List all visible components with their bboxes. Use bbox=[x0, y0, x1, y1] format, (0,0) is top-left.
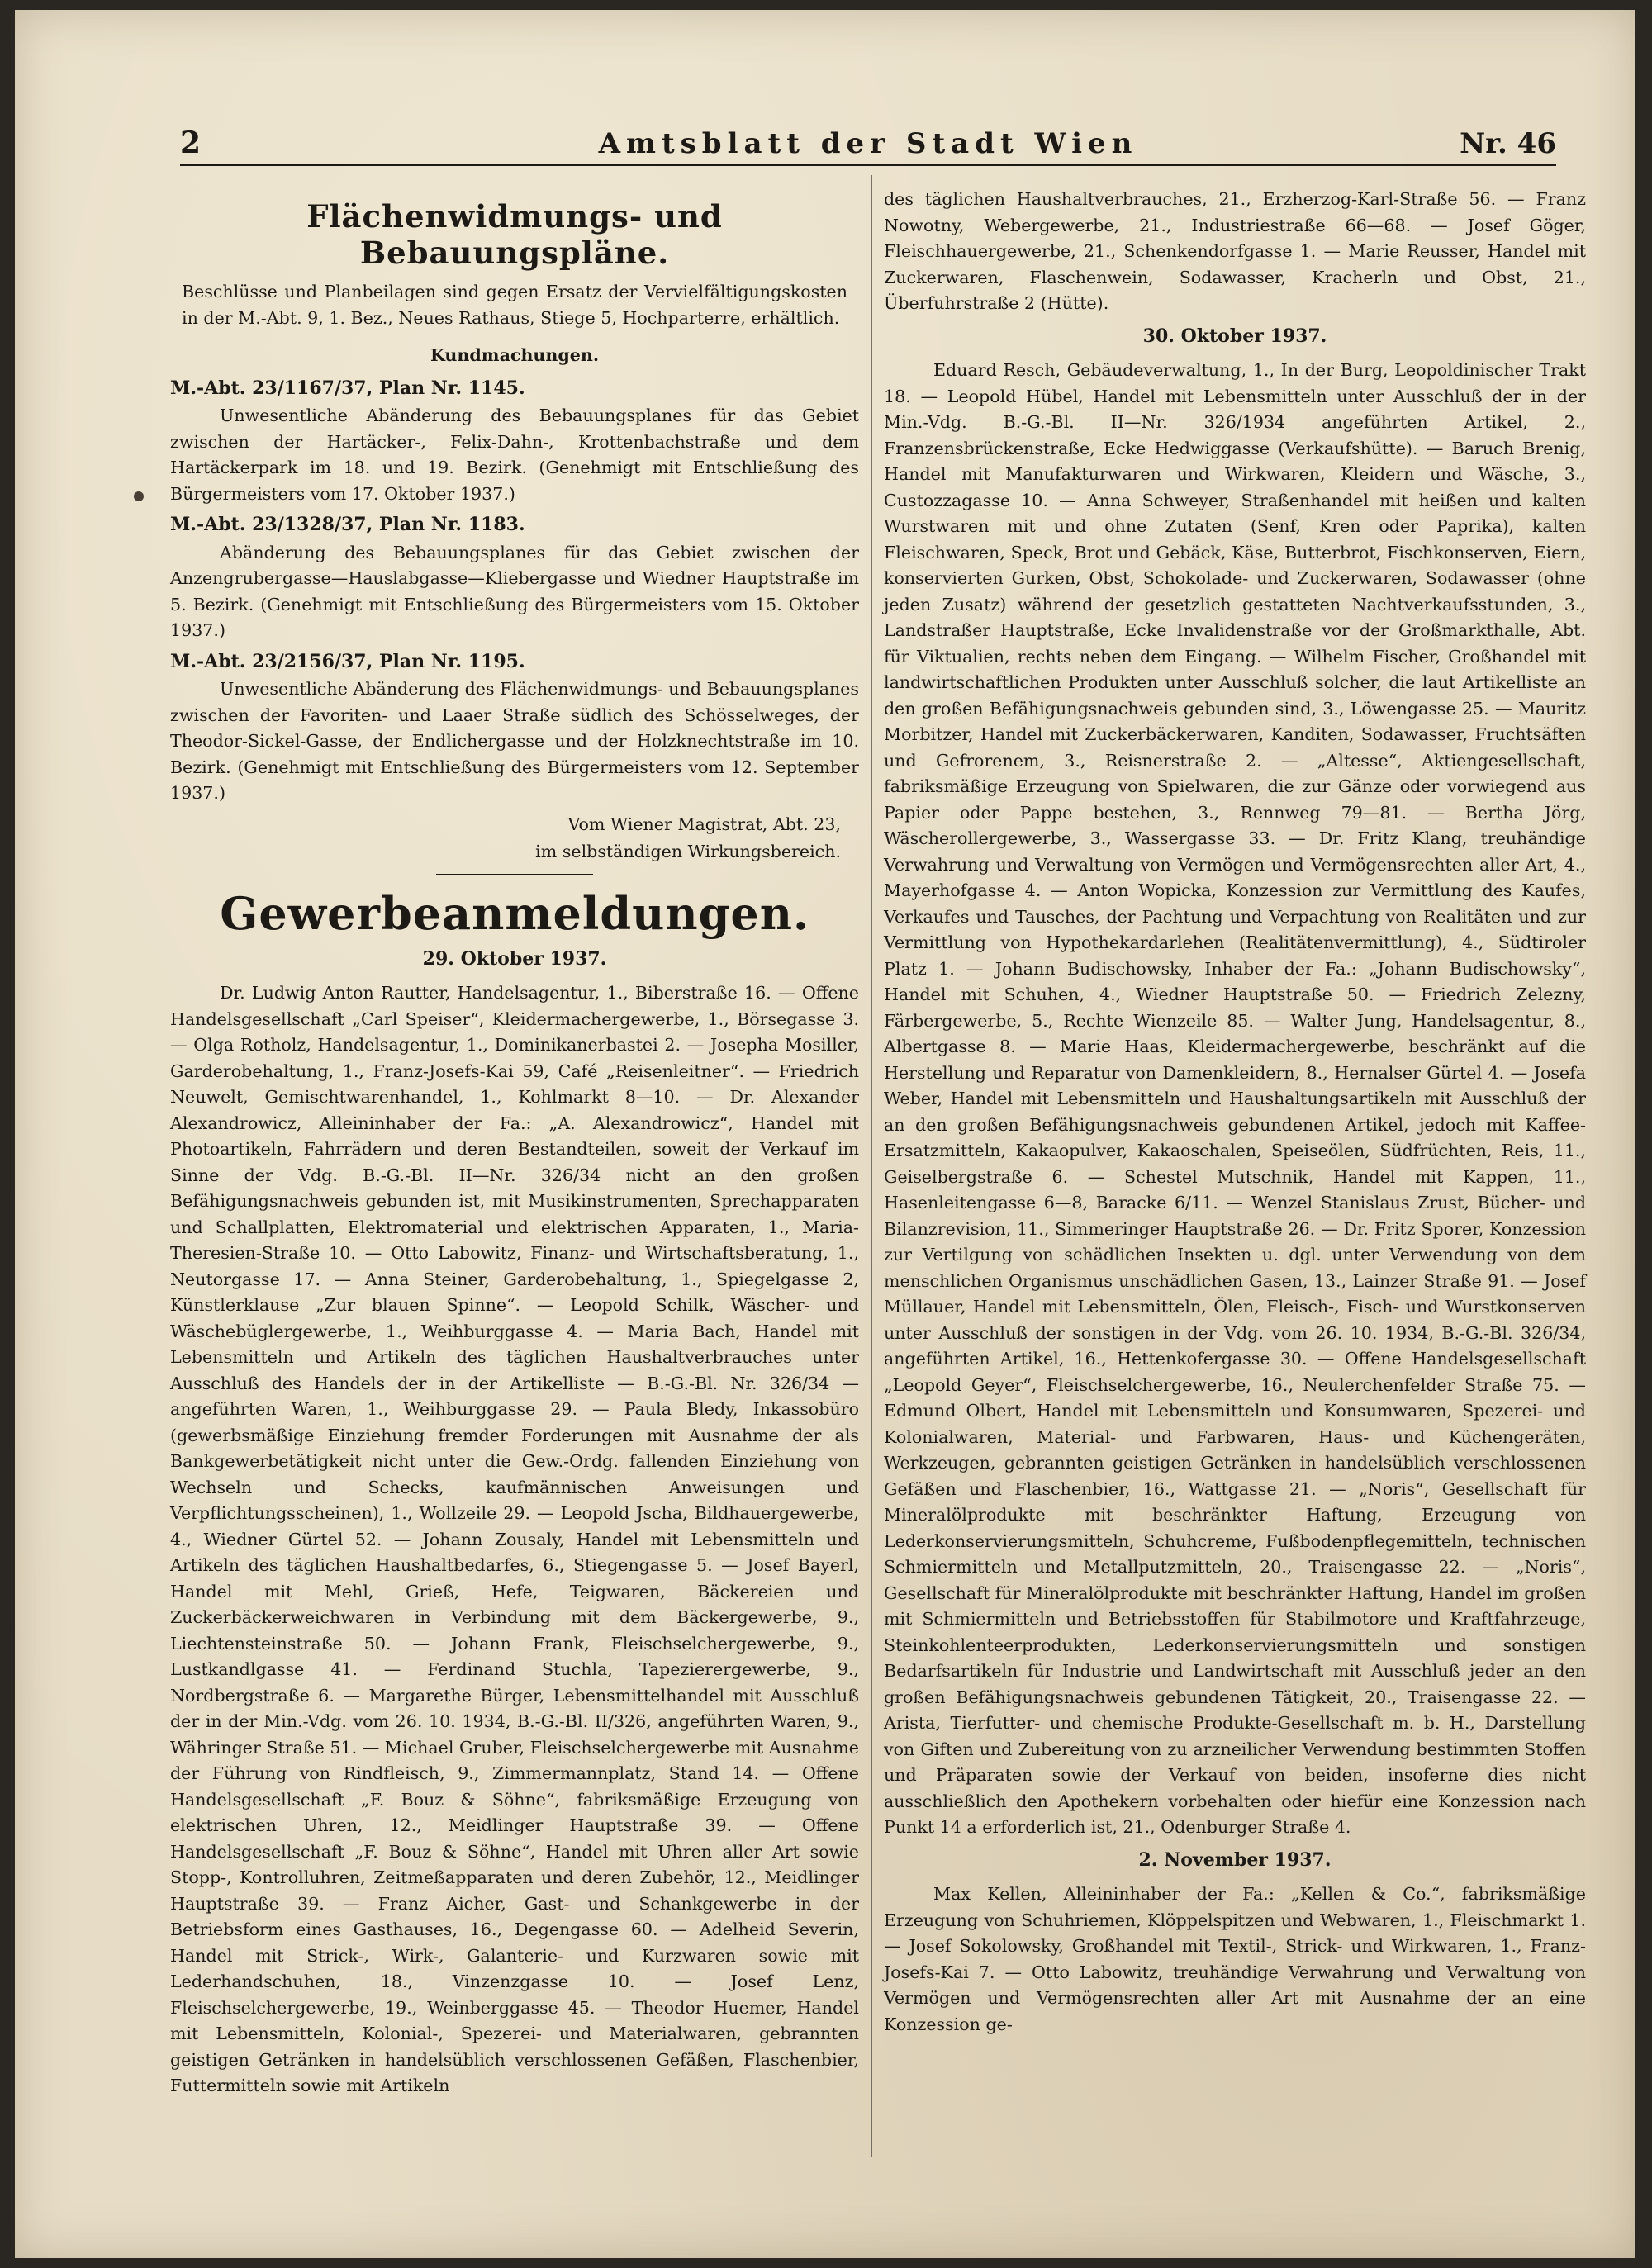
date-heading-oct-29: 29. Oktober 1937. bbox=[422, 947, 607, 970]
newspaper-page bbox=[15, 10, 1635, 2258]
trade-registrations-nov-2: Max Kellen, Alleininhaber der Fa.: „Kellen & Co.“, fabriksmäßige Erzeugung von Schuhriemen, Klöppelspitzen und Webwaren, 1., Fleischmarkt 1. — Josef Sokolowsky, Großhandel mit Textil-, Strick- und Wirkwaren, 1., Franz-Josefs-Kai 7. — Otto Labowitz, treuhändige Verwahrung und Verwaltung von Vermögen und Vermögensrechten aller Art mit Ausnahme der an eine Konzession ge- bbox=[884, 1884, 1586, 2034]
page-number: 2 bbox=[180, 126, 202, 160]
signature-line-1: Vom Wiener Magistrat, Abt. 23, bbox=[567, 814, 841, 834]
issue-number: Nr. 46 bbox=[1460, 127, 1556, 160]
left-column bbox=[170, 187, 859, 2104]
plan-text-1: Unwesentliche Abänderung des Bebauungsplanes für das Gebiet zwischen der Hartäcker-, Felix-Dahn-, Krottenbachstraße und dem Hartäckerpark im 18. und 19. Bezirk. (Genehmigt mit Entschließung des Bürgermeisters vom 17. Oktober 1937.) bbox=[170, 406, 859, 504]
ink-spot bbox=[134, 491, 144, 501]
trade-registrations-oct-30: Eduard Resch, Gebäudeverwaltung, 1., In der Burg, Leopoldinischer Trakt 18. — Leopold Hübel, Handel mit Lebensmitteln unter Ausschluß der in der Min.-Vdg. B.-G.-Bl. II—Nr. 326/1934 angeführten Artikel, 2., Franzensbrückenstraße, Ecke Hedwiggasse (Verkaufshütte). — Baruch Brenig, Handel mit Manufakturwaren und Wirkwaren, Kleidern und Wäsche, 3., Custozzagasse 10. — Anna Schweyer, Straßenhandel mit heißen und kalten Wurstwaren mit und ohne Zutaten (Senf, Kren oder Paprika), kalten Fleischwaren, Speck, Brot und Gebäck, Käse, Butterbrot, Fischkonserven, Eiern, konservierten Gurken, Obst, Schokolade- und Zuckerwaren, Sodawasser (ohne jeden Zusatz) während der gesetzlich gestatteten Nachtverkaufsstunden, 3., Landstraßer Hauptstraße, Ecke Invalidenstraße vor der Großmarkthalle, Abt. für Viktualien, rechts neben dem Eingang. — Wilhelm Fischer, Großhandel mit landwirtschaftlichen Produkten unter Ausschluß solcher, die laut Artikelliste an den großen Befähigungsnachweis gebunden sind, 3., Löwengasse 25. — Mauritz Morbitzer, Handel mit Zuckerbäckerwaren, Kanditen, Sodawasser, Fruchtsäften und Gefrorenem, 3., Reisnerstraße 2. — „Altesse“, Aktiengesellschaft, fabriksmäßige Erzeugung von Spielwaren, die zur Gänze oder vorwiegend aus Papier oder Pappe bestehen, 3., Rennweg 79—81. — Bertha Jörg, Wäscherollergewerbe, 3., Wassergasse 33. — Dr. Fritz Klang, treuhändige Verwahrung und Verwaltung von Vermögen und Vermögensrechten aller Art, 4., Mayerhofgasse 4. — Anton Wopicka, Konzession zur Vermittlung des Kaufes, Verkaufes und Tausches, der Pachtung und Verpachtung von Realitäten und zur Vermittlung von Hypothekardarlehen (Realitätenvermittlung), 4., Südtiroler Platz 1. — Johann Budischowsky, Inhaber der Fa.: „Johann Budischowsky“, Handel mit Schuhen, 4., Wiedner Hauptstraße 50. — Friedrich Zelezny, Färbergewerbe, 5., Rechte Wienzeile 85. — Walter Jung, Handelsagentur, 8., Albertgasse 8. — Marie Haas, Kleidermachergewerbe, beschränkt auf die Herstellung und Reparatur von Damenkleidern, 8., Hernalser Gürtel 4. — Josefa Weber, Handel mit Lebensmitteln und Haushaltungsartikeln mit Ausschluß der an den großen Befähigungsnachweis gebundenen Artikel, jedoch mit Kaffee-Ersatzmitteln, Kakaopulver, Kakaoschalen, Speiseölen, Südfrüchten, Reis, 11., Geiselbergstraße 6. — Schestel Mutschnik, Handel mit Kappen, 11., Hasenleitengasse 6—8, Baracke 6/11. — Wenzel Stanislaus Zrust, Bücher- und Bilanzrevision, 11., Simmeringer Hauptstraße 26. — Dr. Fritz Sporer, Konzession zur Vertilgung von schädlichen Insekten u. dgl. unter Verwendung von dem menschlichen Organismus unschädlichen Gasen, 13., Lainzer Straße 91. — Josef Müllauer, Handel mit Lebensmitteln, Ölen, Fleisch-, Fisch- und Wurstkonserven unter Ausschluß der sonstigen in der Vdg. vom 26. 10. 1934, B.-G.-Bl. 326/34, angeführten Artikel, 16., Hettenkofergasse 30. — Offene Handelsgesellschaft „Leopold Geyer“, Fleischselchergewerbe, 16., Neulerchenfelder Straße 75. — Edmund Olbert, Handel mit Lebensmitteln und Konsumwaren, Spezerei- und Kolonialwaren, Material- und Farbwaren, Haus- und Küchengeräten, Werkzeugen, gebrannten geistigen Getränken in handelsüblich verschlossenen Gefäßen und Flaschenbier, 16., Wattgasse 21. — „Noris“, Gesellschaft für Mineralölprodukte mit beschränkter Haftung, Erzeugung von Lederkonservierungsmitteln, Schuhcreme, Fußbodenpflegemitteln, technischen Schmiermitteln und Metallputzmitteln, 20., Traisengasse 22. — „Noris“, Gesellschaft für Mineralölprodukte mit beschränkter Haftung, Handel im großen mit Schmiermitteln und Betriebsstoffen für Stabilmotore und Kraftfahrzeuge, Steinkohlenteerprodukten, Lederkonservierungsmitteln und sonstigen Bedarfsartikeln für Industrie und Landwirtschaft mit Ausschluß jeder an den großen Befähigungsnachweis gebundenen Tätigkeit, 20., Traisengasse 22. — Arista, Tierfutter- und chemische Produkte-Gesellschaft m. b. H., Darstellung von Giften und Zubereitung von zu arzneilicher Verwendung bestimmten Stoffen und Präparaten sowie der Verkauf von beiden, insoferne dies nicht ausschließlich den Apothekern vorbehalten oder hiefür eine Konzession nach Punkt 14 a erforderlich ist, 21., Odenburger Straße 4. bbox=[884, 360, 1586, 1837]
zoning-intro: Beschlüsse und Planbeilagen sind gegen Ersatz der Vervielfältigungskosten in der M.-Abt. 9, 1. Bez., Neues Rathaus, Stiege 5, Hochparterre, erhältlich. bbox=[182, 282, 847, 328]
trade-registrations-continued: des täglichen Haushaltverbrauches, 21., Erzherzog-Karl-Straße 56. — Franz Nowotny, Webergewerbe, 21., Industriestraße 66—68. — Josef Göger, Fleischhauergewerbe, 21., Schenkendorfgasse 1. — Marie Reusser, Handel mit Zuckerwaren, Flaschenwein, Sodawasser, Kracherln und Obst, 21., Überfuhrstraße 2 (Hütte). bbox=[884, 189, 1586, 313]
signature-line-2: im selbständigen Wirkungsbereich. bbox=[535, 842, 841, 861]
plan-text-2: Abänderung des Bebauungsplanes für das Gebiet zwischen der Anzengrubergasse—Hauslabgasse—Kliebergasse und Wiedner Hauptstraße im 5. Bezirk. (Genehmigt mit Entschließung des Bürgermeisters vom 15. Oktober 1937.) bbox=[170, 542, 859, 640]
plan-text-3: Unwesentliche Abänderung des Flächenwidmungs- und Bebauungsplanes zwischen der Favoriten- und Laaer Straße südlich des Schösselweges, der Theodor-Sickel-Gasse, der Endlichergasse und der Holzknechtstraße im 10. Bezirk. (Genehmigt mit Entschließung des Bürgermeisters vom 12. September 1937.) bbox=[170, 679, 859, 803]
section-heading-zoning: Flächenwidmungs- und Bebauungspläne. bbox=[306, 198, 723, 271]
page-header bbox=[180, 119, 1556, 166]
section-heading-trade: Gewerbeanmeldungen. bbox=[220, 886, 809, 940]
right-column bbox=[884, 187, 1586, 2043]
date-heading-nov-2: 2. November 1937. bbox=[1138, 1848, 1332, 1871]
announcements-subheading: Kundmachungen. bbox=[430, 345, 600, 365]
plan-reference-1: M.-Abt. 23/1167/37, Plan Nr. 1145. bbox=[170, 377, 525, 399]
plan-reference-3: M.-Abt. 23/2156/37, Plan Nr. 1195. bbox=[170, 650, 525, 672]
trade-registrations-oct-29: Dr. Ludwig Anton Rautter, Handelsagentur, 1., Biberstraße 16. — Offene Handelsgesellschaft „Carl Speiser“, Kleidermachergewerbe, 1., Börsegasse 3. — Olga Rotholz, Handelsagentur, 1., Dominikanerbastei 2. — Josepha Mosiller, Garderobehaltung, 1., Franz-Josefs-Kai 59, Café „Reisenleitner“. — Friedrich Neuwelt, Gemischtwarenhandel, 1., Kohlmarkt 8—10. — Dr. Alexander Alexandrowicz, Alleininhaber der Fa.: „A. Alexandrowicz“, Handel mit Photoartikeln, Fahrrädern und deren Bestandteilen, soweit der Verkauf im Sinne der Vdg. B.-G.-Bl. II—Nr. 326/34 nicht an den großen Befähigungsnachweis gebunden ist, mit Musikinstrumenten, Sprechapparaten und Schallplatten, Elektromaterial und elektrischen Apparaten, 1., Maria-Theresien-Straße 10. — Otto Labowitz, Finanz- und Wirtschaftsberatung, 1., Neutorgasse 17. — Anna Steiner, Garderobehaltung, 1., Spiegelgasse 2, Künstlerklause „Zur blauen Spinne“. — Leopold Schilk, Wäscher- und Wäschebüglergewerbe, 1., Weihburggasse 4. — Maria Bach, Handel mit Lebensmitteln und Artikeln des täglichen Haushaltverbrauches unter Ausschluß des Handels der in der Artikelliste — B.-G.-Bl. Nr. 326/34 — angeführten Waren, 1., Weihburggasse 29. — Paula Bledy, Inkassobüro (gewerbsmäßige Einziehung fremder Forderungen mit Ausnahme der als Bankgewerbetätigkeit nicht unter die Gew.-Ordg. fallenden Einziehung von Wechseln und Schecks, kaufmännischen Anweisungen und Verpflichtungsscheinen), 1., Wollzeile 29. — Leopold Jscha, Bildhauergewerbe, 4., Wiedner Gürtel 52. — Johann Zousaly, Handel mit Lebensmitteln und Artikeln des täglichen Haushaltbedarfes, 6., Stiegengasse 5. — Josef Bayerl, Handel mit Mehl, Grieß, Hefe, Teigwaren, Bäckereien und Zuckerbäckerweichwaren in Verbindung mit dem Bäckergewerbe, 9., Liechtensteinstraße 50. — Johann Frank, Fleischselchergewerbe, 9., Lustkandlgasse 41. — Ferdinand Stuchla, Tapezierergewerbe, 9., Nordbergstraße 6. — Margarethe Bürger, Lebensmittelhandel mit Ausschluß der in der Min.-Vdg. vom 26. 10. 1934, B.-G.-Bl. II/326, angeführten Waren, 9., Währinger Straße 51. — Michael Gruber, Fleischselchergewerbe mit Ausnahme der Führung von Rindfleisch, 9., Zimmermannplatz, Stand 14. — Offene Handelsgesellschaft „F. Bouz & Söhne“, fabriksmäßige Erzeugung von elektrischen Uhren, 12., Meidlinger Hauptstraße 39. — Offene Handelsgesellschaft „F. Bouz & Söhne“, Handel mit Uhren aller Art sowie Stopp-, Kontrolluhren, Zeitmeßapparaten und deren Zubehör, 12., Meidlinger Hauptstraße 39. — Franz Aicher, Gast- und Schankgewerbe in der Betriebsform eines Gasthauses, 16., Degengasse 60. — Adelheid Severin, Handel mit Strick-, Wirk-, Galanterie- und Kurzwaren sowie mit Lederhandschuhen, 18., Vinzenzgasse 10. — Josef Lenz, Fleischselchergewerbe, 19., Weinberggasse 45. — Theodor Huemer, Handel mit Lebensmitteln, Kolonial-, Spezerei- und Materialwaren, gebrannten geistigen Getränken in handelsüblich verschlossenen Gefäßen, Flaschenbier, Futtermitteln sowie mit Artikeln bbox=[170, 983, 859, 2095]
plan-reference-2: M.-Abt. 23/1328/37, Plan Nr. 1183. bbox=[170, 514, 525, 535]
section-divider bbox=[436, 874, 593, 875]
masthead-title: Amtsblatt der Stadt Wien bbox=[598, 127, 1138, 160]
date-heading-oct-30: 30. Oktober 1937. bbox=[1142, 325, 1327, 347]
column-rule bbox=[871, 175, 872, 2157]
